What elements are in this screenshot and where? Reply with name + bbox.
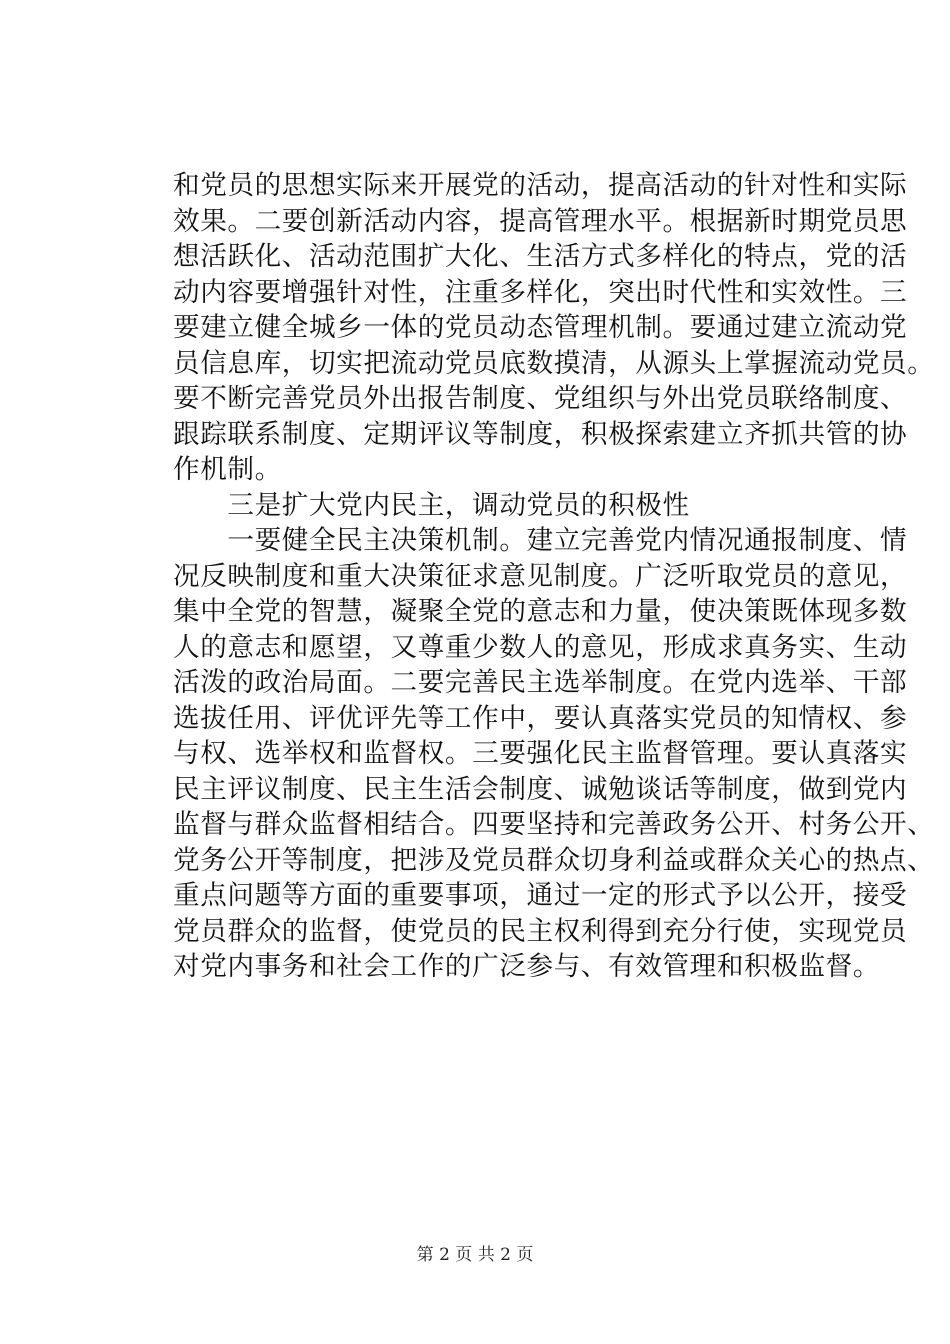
text-line: 与权、选举权和监督权。三要强化民主监督管理。要认真落实 bbox=[173, 738, 908, 769]
text-line: 选拔任用、评优评先等工作中，要认真落实党员的知情权、参 bbox=[173, 702, 908, 734]
body-text bbox=[173, 168, 935, 985]
text-line: 效果。二要创新活动内容，提高管理水平。根据新时期党员思 bbox=[173, 205, 908, 237]
text-line: 重点问题等方面的重要事项，通过一定的形式予以公开，接受 bbox=[173, 880, 908, 911]
text-line: 想活跃化、活动范围扩大化、生活方式多样化的特点，党的活 bbox=[173, 241, 908, 272]
text-line: 要建立健全城乡一体的党员动态管理机制。要通过建立流动党 bbox=[173, 312, 908, 343]
text-line: 和党员的思想实际来开展党的活动，提高活动的针对性和实际 bbox=[173, 170, 908, 201]
text-line: 跟踪联系制度、定期评议等制度，积极探索建立齐抓共管的协 bbox=[173, 418, 908, 450]
text-line: 党员群众的监督，使党员的民主权利得到充分行使，实现党员 bbox=[173, 915, 908, 947]
text-line: 动内容要增强针对性，注重多样化，突出时代性和实效性。三 bbox=[173, 276, 908, 308]
text-line: 况反映制度和重大决策征求意见制度。广泛听取党员的意见， bbox=[173, 560, 908, 592]
text-line: 对党内事务和社会工作的广泛参与、有效管理和积极监督。 bbox=[173, 951, 881, 982]
text-line: 一要健全民主决策机制。建立完善党内情况通报制度、情 bbox=[173, 525, 908, 556]
text-line: 活泼的政治局面。二要完善民主选举制度。在党内选举、干部 bbox=[173, 667, 908, 698]
section-heading: 三是扩大党内民主，调动党员的积极性 bbox=[173, 489, 690, 521]
text-line: 作机制。 bbox=[173, 454, 282, 485]
text-line: 民主评议制度、民主生活会制度、诚勉谈话等制度，做到党内 bbox=[173, 773, 908, 805]
text-line: 集中全党的智慧，凝聚全党的意志和力量，使决策既体现多数 bbox=[173, 596, 908, 627]
text-line: 党务公开等制度，把涉及党员群众切身利益或群众关心的热点、 bbox=[173, 844, 935, 876]
text-line: 要不断完善党员外出报告制度、党组织与外出党员联络制度、 bbox=[173, 383, 908, 414]
text-line: 监督与群众监督相结合。四要坚持和完善政务公开、村务公开、 bbox=[173, 809, 935, 840]
text-line: 人的意志和愿望，又尊重少数人的意见，形成求真务实、生动 bbox=[173, 631, 908, 663]
text-line: 员信息库，切实把流动党员底数摸清，从源头上掌握流动党员。 bbox=[173, 347, 935, 379]
page-number-label: 第 2 页 共 2 页 bbox=[416, 1245, 534, 1265]
page-footer bbox=[0, 1244, 950, 1266]
